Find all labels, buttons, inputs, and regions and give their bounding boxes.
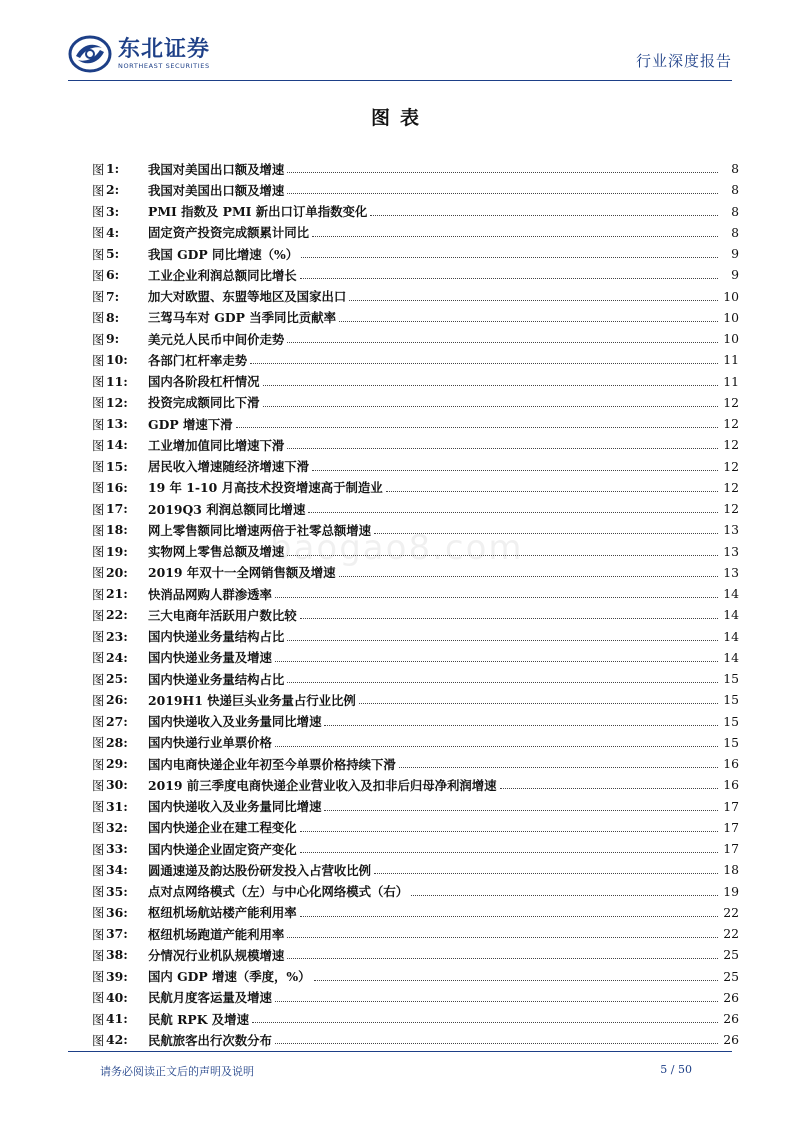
figure-list-item[interactable] — [92, 796, 739, 817]
northeast-securities-logo-icon — [68, 34, 112, 74]
company-logo — [68, 34, 210, 74]
figure-prefix: 图 — [92, 969, 105, 985]
figure-list-item[interactable] — [92, 859, 739, 880]
figure-page-number: 13 — [723, 564, 739, 580]
header-divider — [68, 80, 732, 81]
figure-title: 我国对美国出口额及增速 — [148, 161, 285, 177]
figure-title: 实物网上零售总额及增速 — [148, 544, 285, 560]
figure-title: 国内各阶段杠杆情况 — [148, 374, 260, 390]
figure-title: 点对点网络模式（左）与中心化网络模式（右） — [148, 884, 409, 900]
figure-prefix: 图 — [92, 161, 105, 177]
page-header — [68, 30, 732, 80]
figure-number: 32: — [106, 819, 128, 835]
figure-list-item[interactable] — [92, 158, 739, 179]
figure-list-item[interactable] — [92, 371, 739, 392]
figure-number: 14: — [106, 437, 128, 453]
figure-number: 27: — [106, 713, 128, 729]
dot-leader — [324, 810, 718, 811]
figure-page-number: 14 — [723, 628, 739, 644]
dot-leader — [236, 427, 718, 428]
figure-page-number: 17 — [723, 841, 739, 857]
dot-leader — [314, 980, 718, 981]
figure-page-number: 13 — [723, 543, 739, 559]
figure-title: 2019 年双十一全网销售额及增速 — [148, 565, 336, 581]
figure-page-number: 12 — [723, 394, 739, 410]
figure-title: 国内快递企业在建工程变化 — [148, 820, 297, 836]
figure-page-number: 12 — [723, 501, 739, 517]
figure-title: 枢纽机场航站楼产能利用率 — [148, 905, 297, 921]
figure-prefix: 图 — [92, 182, 105, 198]
figure-page-number: 12 — [723, 458, 739, 474]
dot-leader — [275, 661, 718, 662]
figure-page-number: 19 — [723, 883, 739, 899]
figure-title: 2019 前三季度电商快递企业营业收入及扣非后归母净利润增速 — [148, 777, 497, 793]
figure-prefix: 图 — [92, 289, 105, 305]
figure-prefix: 图 — [92, 565, 105, 581]
figure-list-item[interactable] — [92, 668, 739, 689]
dot-leader — [339, 576, 719, 577]
dot-leader — [339, 321, 718, 322]
figure-list-item[interactable] — [92, 519, 739, 540]
figure-number: 12: — [106, 394, 128, 410]
figure-title: 2019H1 快递巨头业务量占行业比例 — [148, 692, 356, 708]
figure-title: 工业增加值同比增速下滑 — [148, 437, 285, 453]
dot-leader — [324, 725, 718, 726]
figure-page-number: 8 — [731, 203, 739, 219]
figure-list-item[interactable] — [92, 179, 739, 200]
brand-name-cn: 东北证券 — [118, 36, 211, 62]
figure-prefix: 图 — [92, 246, 105, 262]
dot-leader — [374, 873, 718, 874]
figure-list-item[interactable] — [92, 498, 739, 519]
figure-page-number: 22 — [723, 926, 739, 942]
figure-title: 我国对美国出口额及增速 — [148, 182, 285, 198]
figure-title: 三大电商年活跃用户数比较 — [148, 607, 297, 623]
figure-list-item[interactable] — [92, 881, 739, 902]
figure-number: 40: — [106, 989, 128, 1005]
dot-leader — [386, 491, 718, 492]
figure-title: 19 年 1-10 月高技术投资增速高于制造业 — [148, 480, 383, 496]
figure-number: 24: — [106, 649, 128, 665]
figure-list-item[interactable] — [92, 222, 739, 243]
dot-leader — [374, 533, 718, 534]
figure-title: 快消品网购人群渗透率 — [148, 586, 272, 602]
figure-title: 国内快递收入及业务量同比增速 — [148, 714, 322, 730]
figure-title: 2019Q3 利润总额同比增速 — [148, 501, 306, 517]
figure-list-item[interactable] — [92, 413, 739, 434]
figure-prefix: 图 — [92, 480, 105, 496]
figure-title: 美元兑人民币中间价走势 — [148, 331, 285, 347]
figure-number: 36: — [106, 904, 128, 920]
dot-leader — [275, 1001, 718, 1002]
figure-list-item[interactable] — [92, 1008, 739, 1029]
dot-leader — [300, 916, 718, 917]
figure-prefix: 图 — [92, 267, 105, 283]
dot-leader — [287, 682, 718, 683]
report-type-label: 行业深度报告 — [635, 52, 732, 70]
figure-title: 各部门杠杆率走势 — [148, 352, 248, 368]
figure-number: 41: — [106, 1011, 128, 1027]
figure-number: 31: — [106, 798, 128, 814]
figure-prefix: 图 — [92, 437, 105, 453]
figure-number: 26: — [106, 692, 128, 708]
figure-prefix: 图 — [92, 501, 105, 517]
figure-number: 13: — [106, 416, 128, 432]
figure-prefix: 图 — [92, 735, 105, 751]
figure-prefix: 图 — [92, 692, 105, 708]
figure-prefix: 图 — [92, 204, 105, 220]
figure-page-number: 9 — [731, 267, 739, 283]
figure-title: GDP 增速下滑 — [148, 416, 233, 432]
figure-number: 1: — [106, 161, 120, 177]
figure-page-number: 8 — [731, 161, 739, 177]
dot-leader — [287, 342, 718, 343]
dot-leader — [312, 470, 718, 471]
figure-page-number: 15 — [723, 713, 739, 729]
figure-title: 国内快递企业固定资产变化 — [148, 841, 297, 857]
figure-number: 5: — [106, 246, 120, 262]
watermark-text: baogao8.com — [270, 528, 524, 568]
figure-prefix: 图 — [92, 352, 105, 368]
figure-list-item[interactable] — [92, 477, 739, 498]
figure-number: 7: — [106, 288, 120, 304]
dot-leader — [263, 385, 718, 386]
figure-prefix: 图 — [92, 799, 105, 815]
figure-title: 民航月度客运量及增速 — [148, 990, 272, 1006]
figure-page-number: 10 — [723, 309, 739, 325]
figure-list-item[interactable] — [92, 647, 739, 668]
dot-leader — [308, 512, 718, 513]
figure-prefix: 图 — [92, 777, 105, 793]
figure-list-item[interactable] — [92, 583, 739, 604]
figure-list-item[interactable] — [92, 434, 739, 455]
figure-title: 国内快递行业单票价格 — [148, 735, 272, 751]
figure-number: 33: — [106, 841, 128, 857]
figure-list-item[interactable] — [92, 392, 739, 413]
dot-leader — [411, 895, 718, 896]
figure-list-item[interactable] — [92, 966, 739, 987]
figure-page-number: 15 — [723, 734, 739, 750]
figure-prefix: 图 — [92, 629, 105, 645]
figure-number: 19: — [106, 543, 128, 559]
footer-disclaimer: 请务必阅读正文后的声明及说明 — [100, 1065, 254, 1078]
dot-leader — [287, 172, 718, 173]
dot-leader — [287, 555, 718, 556]
figure-title: 我国 GDP 同比增速（%） — [148, 246, 299, 262]
figure-prefix: 图 — [92, 586, 105, 602]
dot-leader — [399, 767, 718, 768]
figure-page-number: 18 — [723, 862, 739, 878]
figure-prefix: 图 — [92, 522, 105, 538]
figure-title: 网上零售额同比增速两倍于社零总额增速 — [148, 522, 372, 538]
figure-prefix: 图 — [92, 671, 105, 687]
figure-prefix: 图 — [92, 947, 105, 963]
dot-leader — [312, 236, 718, 237]
figure-list-item[interactable] — [92, 838, 739, 859]
figure-number: 34: — [106, 862, 128, 878]
dot-leader — [301, 257, 718, 258]
dot-leader — [370, 215, 718, 216]
figure-page-number: 26 — [723, 989, 739, 1005]
figure-prefix: 图 — [92, 310, 105, 326]
figure-title: 国内快递收入及业务量同比增速 — [148, 799, 322, 815]
figure-number: 22: — [106, 607, 128, 623]
figure-page-number: 12 — [723, 416, 739, 432]
dot-leader — [287, 937, 718, 938]
figure-number: 35: — [106, 883, 128, 899]
figure-list-item[interactable] — [92, 732, 739, 753]
figure-list-item[interactable] — [92, 328, 739, 349]
figure-list-item[interactable] — [92, 944, 739, 965]
figure-title: 投资完成额同比下滑 — [148, 395, 260, 411]
figure-list-item[interactable] — [92, 201, 739, 222]
figure-number: 3: — [106, 203, 120, 219]
figure-title: 圆通速递及韵达股份研发投入占营收比例 — [148, 862, 372, 878]
figure-page-number: 14 — [723, 649, 739, 665]
figure-prefix: 图 — [92, 650, 105, 666]
figure-list-item[interactable] — [92, 243, 739, 264]
figure-prefix: 图 — [92, 926, 105, 942]
figure-page-number: 26 — [723, 1032, 739, 1048]
figure-page-number: 17 — [723, 798, 739, 814]
figure-page-number: 10 — [723, 288, 739, 304]
figure-list-item[interactable] — [92, 604, 739, 625]
figure-list-item[interactable] — [92, 753, 739, 774]
figure-number: 37: — [106, 926, 128, 942]
figure-title: 工业企业利润总额同比增长 — [148, 267, 297, 283]
dot-leader — [263, 406, 718, 407]
figure-page-number: 9 — [731, 246, 739, 262]
figure-list-item[interactable] — [92, 902, 739, 923]
figure-list-item[interactable] — [92, 264, 739, 285]
figure-number: 28: — [106, 734, 128, 750]
figure-prefix: 图 — [92, 544, 105, 560]
figure-number: 6: — [106, 267, 120, 283]
figure-list-item[interactable] — [92, 987, 739, 1008]
figure-title: PMI 指数及 PMI 新出口订单指数变化 — [148, 204, 368, 220]
figure-prefix: 图 — [92, 714, 105, 730]
figure-number: 9: — [106, 331, 120, 347]
figure-prefix: 图 — [92, 374, 105, 390]
figure-page-number: 16 — [723, 777, 739, 793]
figure-prefix: 图 — [92, 862, 105, 878]
figure-number: 10: — [106, 352, 128, 368]
figure-page-number: 25 — [723, 968, 739, 984]
dot-leader — [500, 788, 718, 789]
figure-page-number: 14 — [723, 586, 739, 602]
dot-leader — [252, 1022, 718, 1023]
figure-list-item[interactable] — [92, 562, 739, 583]
figure-prefix: 图 — [92, 820, 105, 836]
figure-prefix: 图 — [92, 841, 105, 857]
figure-title: 加大对欧盟、东盟等地区及国家出口 — [148, 289, 347, 305]
figure-number: 20: — [106, 564, 128, 580]
figure-list-item[interactable] — [92, 1029, 739, 1050]
figure-number: 18: — [106, 522, 128, 538]
figure-page-number: 11 — [723, 352, 739, 368]
figure-page-number: 15 — [723, 671, 739, 687]
figure-number: 29: — [106, 756, 128, 772]
figure-page-number: 13 — [723, 522, 739, 538]
dot-leader — [300, 852, 718, 853]
figure-title: 三驾马车对 GDP 当季同比贡献率 — [148, 310, 336, 326]
figure-list-item[interactable] — [92, 456, 739, 477]
figure-title: 固定资产投资完成额累计同比 — [148, 225, 310, 241]
figure-page-number: 15 — [723, 692, 739, 708]
dot-leader — [287, 448, 718, 449]
dot-leader — [250, 363, 718, 364]
figure-prefix: 图 — [92, 990, 105, 1006]
figure-page-number: 17 — [723, 819, 739, 835]
figure-title: 分情况行业机队规模增速 — [148, 947, 285, 963]
figure-list-item[interactable] — [92, 711, 739, 732]
figure-list-item[interactable] — [92, 774, 739, 795]
figure-prefix: 图 — [92, 756, 105, 772]
footer-divider — [68, 1051, 732, 1052]
figure-list-item[interactable] — [92, 286, 739, 307]
figure-number: 42: — [106, 1032, 128, 1048]
figure-prefix: 图 — [92, 884, 105, 900]
figure-title: 国内快递业务量结构占比 — [148, 671, 285, 687]
figure-number: 8: — [106, 309, 120, 325]
figure-list — [92, 158, 739, 1051]
figure-prefix: 图 — [92, 607, 105, 623]
figure-number: 17: — [106, 501, 128, 517]
figure-list-item[interactable] — [92, 923, 739, 944]
figure-page-number: 26 — [723, 1011, 739, 1027]
dot-leader — [349, 300, 718, 301]
dot-leader — [287, 193, 718, 194]
figure-prefix: 图 — [92, 459, 105, 475]
dot-leader — [287, 640, 718, 641]
figure-number: 21: — [106, 586, 128, 602]
figure-title: 民航 RPK 及增速 — [148, 1011, 249, 1027]
figure-page-number: 12 — [723, 479, 739, 495]
figure-title: 枢纽机场跑道产能利用率 — [148, 926, 285, 942]
dot-leader — [300, 831, 718, 832]
figure-number: 23: — [106, 628, 128, 644]
figure-number: 30: — [106, 777, 128, 793]
figure-number: 2: — [106, 182, 120, 198]
figure-title: 国内快递业务量及增速 — [148, 650, 272, 666]
page-title: 图表 — [370, 107, 429, 129]
dot-leader — [300, 278, 718, 279]
figure-number: 39: — [106, 968, 128, 984]
page-number: 5 / 50 — [660, 1063, 692, 1076]
figure-title: 国内快递业务量结构占比 — [148, 629, 285, 645]
figure-number: 38: — [106, 947, 128, 963]
figure-page-number: 16 — [723, 756, 739, 772]
dot-leader — [275, 746, 718, 747]
figure-number: 16: — [106, 479, 128, 495]
dot-leader — [287, 958, 718, 959]
figure-page-number: 12 — [723, 437, 739, 453]
figure-prefix: 图 — [92, 395, 105, 411]
figure-prefix: 图 — [92, 1032, 105, 1048]
figure-title: 国内 GDP 增速（季度，%） — [148, 969, 311, 985]
dot-leader — [275, 597, 718, 598]
figure-list-item[interactable] — [92, 626, 739, 647]
figure-page-number: 22 — [723, 904, 739, 920]
figure-list-item[interactable] — [92, 307, 739, 328]
figure-prefix: 图 — [92, 905, 105, 921]
dot-leader — [300, 618, 718, 619]
brand-name-en: NORTHEAST SECURITIES — [118, 61, 210, 70]
figure-prefix: 图 — [92, 1011, 105, 1027]
figure-list-item[interactable] — [92, 349, 739, 370]
figure-prefix: 图 — [92, 225, 105, 241]
figure-page-number: 11 — [723, 373, 739, 389]
figure-number: 11: — [106, 373, 128, 389]
figure-list-item[interactable] — [92, 689, 739, 710]
figure-number: 4: — [106, 224, 120, 240]
figure-number: 15: — [106, 458, 128, 474]
figure-prefix: 图 — [92, 416, 105, 432]
figure-page-number: 10 — [723, 331, 739, 347]
figure-prefix: 图 — [92, 331, 105, 347]
figure-page-number: 8 — [731, 182, 739, 198]
dot-leader — [359, 703, 718, 704]
figure-page-number: 8 — [731, 224, 739, 240]
figure-page-number: 25 — [723, 947, 739, 963]
figure-list-item[interactable] — [92, 541, 739, 562]
figure-title: 国内电商快递企业年初至今单票价格持续下滑 — [148, 756, 396, 772]
figure-number: 25: — [106, 671, 128, 687]
dot-leader — [275, 1043, 718, 1044]
figure-title: 居民收入增速随经济增速下滑 — [148, 459, 310, 475]
figure-list-item[interactable] — [92, 817, 739, 838]
figure-title: 民航旅客出行次数分布 — [148, 1032, 272, 1048]
figure-page-number: 14 — [723, 607, 739, 623]
